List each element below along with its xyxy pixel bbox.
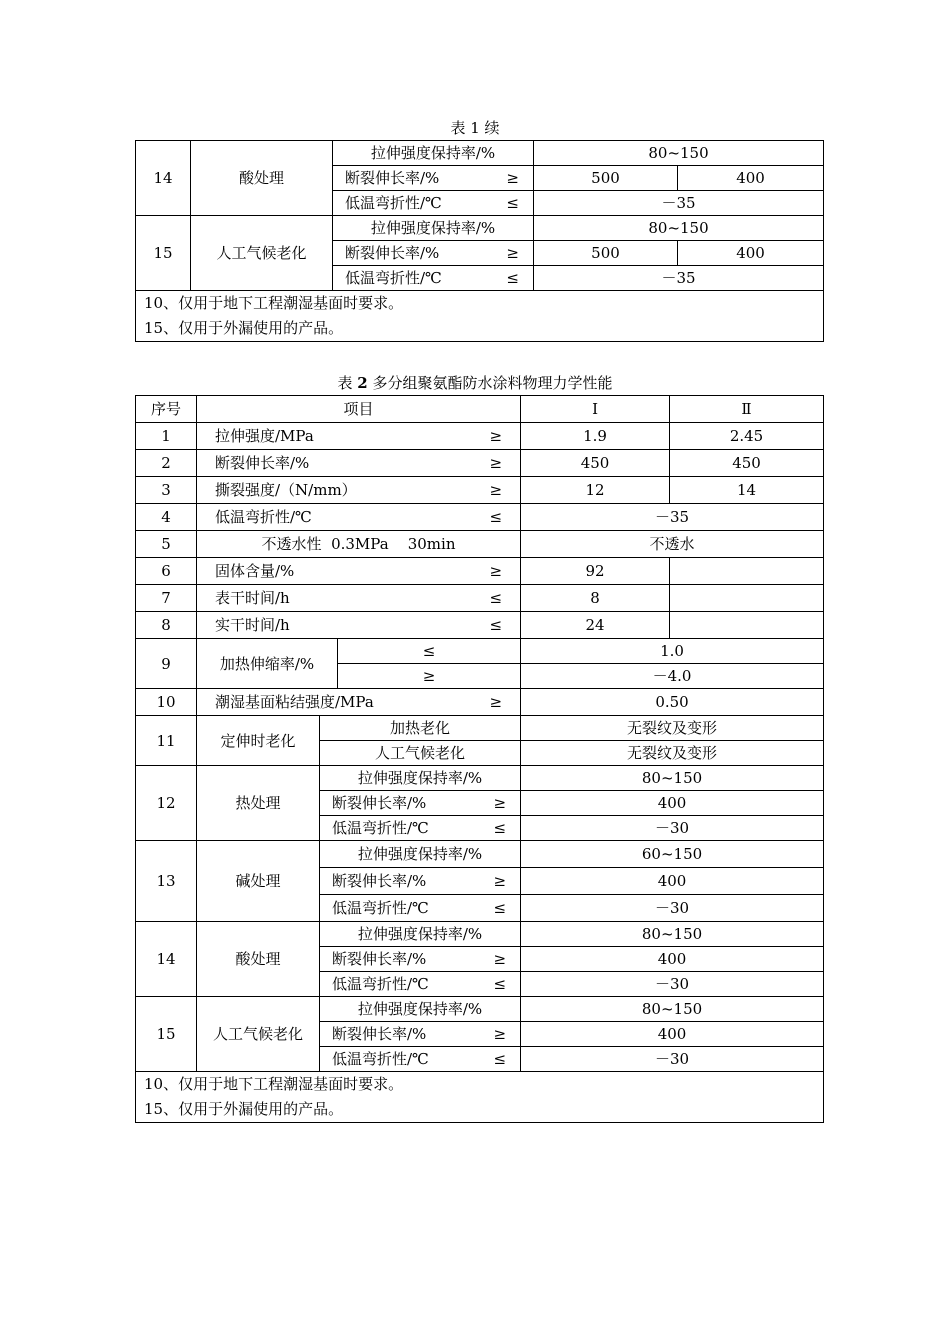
- row-label-cell: [197, 450, 521, 477]
- row-no: 14: [136, 141, 191, 216]
- row-sym: ≤: [493, 975, 507, 993]
- row-name: 热处理: [197, 766, 320, 841]
- row-sym: ≥: [493, 950, 507, 968]
- row-label: 表干时间/h: [215, 589, 290, 607]
- row-label-cell: [197, 558, 521, 585]
- table-row: [136, 766, 824, 791]
- row-value: 80~150: [534, 216, 824, 241]
- row-no: 12: [136, 766, 197, 841]
- table1-caption: 表 1 续: [450, 119, 500, 137]
- row-label-cell: [197, 612, 521, 639]
- row-no: 1: [136, 423, 197, 450]
- row-sym: ≤: [489, 508, 503, 526]
- row-value: －35: [534, 191, 824, 216]
- row-label-cell: [320, 895, 521, 922]
- row-name: 酸处理: [191, 141, 333, 216]
- row-value-i: 12: [521, 477, 670, 504]
- row-label-cell: [333, 241, 534, 266]
- row-label: 拉伸强度保持率/%: [333, 141, 534, 166]
- table-row: [136, 423, 824, 450]
- row-no: 14: [136, 922, 197, 997]
- row-value-i: 500: [534, 241, 678, 266]
- header-item: 项目: [197, 396, 521, 423]
- caption-prefix: 表: [337, 374, 353, 392]
- row-value: 400: [521, 1022, 824, 1047]
- row-label-cell: [197, 477, 521, 504]
- row-sym: ≥: [493, 872, 507, 890]
- row-sym: ≥: [489, 427, 503, 445]
- row-value-ii: [670, 612, 824, 639]
- notes-cell: [136, 1072, 824, 1123]
- notes-cell: [136, 291, 824, 342]
- table-row: [136, 558, 824, 585]
- row-value: －35: [534, 266, 824, 291]
- row-label: 断裂伸长率/%: [332, 872, 427, 890]
- row-sym: ≤: [493, 899, 507, 917]
- row-label-cell: [333, 191, 534, 216]
- row-value: 80~150: [521, 922, 824, 947]
- row-no: 5: [136, 531, 197, 558]
- row-label: 实干时间/h: [215, 616, 290, 634]
- row-label: 加热伸缩率/%: [197, 639, 338, 689]
- row-no: 15: [136, 997, 197, 1072]
- row-no: 7: [136, 585, 197, 612]
- row-label-cell: [197, 585, 521, 612]
- row-value-i: 24: [521, 612, 670, 639]
- row-label-cell: [197, 504, 521, 531]
- header-grade-ii: Ⅱ: [670, 396, 824, 423]
- row-name: 人工气候老化: [197, 997, 320, 1072]
- caption-num: 2: [357, 374, 368, 392]
- row-no: 8: [136, 612, 197, 639]
- row-label: 固体含量/%: [215, 562, 295, 580]
- table-row: [136, 612, 824, 639]
- table-row: [136, 216, 824, 241]
- row-value-ii: 2.45: [670, 423, 824, 450]
- row-label: 低温弯折性/℃: [332, 899, 429, 917]
- row-sym: ≥: [493, 794, 507, 812]
- table2: [135, 395, 824, 1123]
- row-value-i: 1.9: [521, 423, 670, 450]
- table-row: [136, 504, 824, 531]
- row-label-cell: [333, 166, 534, 191]
- row-value: 400: [521, 947, 824, 972]
- row-value: 400: [521, 868, 824, 895]
- row-label-cell: [320, 1047, 521, 1072]
- header-no: 序号: [136, 396, 197, 423]
- row-value-ii: 14: [670, 477, 824, 504]
- row-sym: ≥: [489, 693, 503, 711]
- row-label-cell: [320, 868, 521, 895]
- row-label-cell: [320, 1022, 521, 1047]
- row-name: 人工气候老化: [191, 216, 333, 291]
- table-row: [136, 450, 824, 477]
- row-no: 11: [136, 716, 197, 766]
- row-value-i: 450: [521, 450, 670, 477]
- table-row: [136, 922, 824, 947]
- row-label: 低温弯折性/℃: [345, 194, 442, 212]
- table-row: [136, 841, 824, 868]
- row-label: 断裂伸长率/%: [215, 454, 310, 472]
- row-sym: ≤: [489, 616, 503, 634]
- row-label-cell: [320, 791, 521, 816]
- row-value: 400: [521, 791, 824, 816]
- row-no: 4: [136, 504, 197, 531]
- row-label: 断裂伸长率/%: [332, 1025, 427, 1043]
- row-label: 拉伸强度保持率/%: [320, 766, 521, 791]
- row-label: 撕裂强度/（N/mm）: [215, 481, 357, 499]
- row-name: 酸处理: [197, 922, 320, 997]
- row-sublabel: 加热老化: [320, 716, 521, 741]
- notes-row: [136, 1072, 824, 1123]
- row-label-cell: [197, 689, 521, 716]
- row-sym: ≥: [506, 244, 519, 262]
- row-label: 拉伸强度保持率/%: [320, 922, 521, 947]
- row-value-ii: [670, 585, 824, 612]
- notes-row: [136, 291, 824, 342]
- row-name: 碱处理: [197, 841, 320, 922]
- row-no: 6: [136, 558, 197, 585]
- header-grade-i: Ⅰ: [521, 396, 670, 423]
- row-label-cell: [197, 423, 521, 450]
- row-label: 不透水性 0.3MPa 30min: [197, 531, 521, 558]
- row-value: －30: [521, 1047, 824, 1072]
- caption-text: 多分组聚氨酯防水涂料物理力学性能: [372, 374, 613, 392]
- table-row: [136, 689, 824, 716]
- row-value-ii: 400: [678, 166, 824, 191]
- table-row: [136, 997, 824, 1022]
- row-value: －35: [521, 504, 824, 531]
- row-label: 低温弯折性/℃: [215, 508, 312, 526]
- row-sym: ≤: [493, 819, 507, 837]
- row-value: 无裂纹及变形: [521, 741, 824, 766]
- row-sym: ≥: [493, 1025, 507, 1043]
- row-sym: ≤: [493, 1050, 507, 1068]
- table-row: [136, 141, 824, 166]
- row-value-ii: 400: [678, 241, 824, 266]
- row-no: 15: [136, 216, 191, 291]
- row-value: －30: [521, 972, 824, 997]
- row-label: 拉伸强度保持率/%: [320, 841, 521, 868]
- row-label: 断裂伸长率/%: [332, 794, 427, 812]
- row-value-i: 500: [534, 166, 678, 191]
- row-label-cell: [333, 266, 534, 291]
- note-item: 10、仅用于地下工程潮湿基面时要求。: [144, 294, 404, 312]
- note-item: 10、仅用于地下工程潮湿基面时要求。: [144, 1075, 404, 1093]
- row-no: 3: [136, 477, 197, 504]
- row-label: 低温弯折性/℃: [332, 975, 429, 993]
- table1: [135, 140, 824, 342]
- note-item: 15、仅用于外漏使用的产品。: [144, 319, 344, 337]
- row-value: 0.50: [521, 689, 824, 716]
- row-no: 10: [136, 689, 197, 716]
- row-value: 1.0: [521, 639, 824, 664]
- note-item: 15、仅用于外漏使用的产品。: [144, 1100, 344, 1118]
- row-label: 潮湿基面粘结强度/MPa: [215, 693, 374, 711]
- row-label: 低温弯折性/℃: [332, 819, 429, 837]
- row-sym: ≥: [506, 169, 519, 187]
- row-label: 拉伸强度保持率/%: [333, 216, 534, 241]
- table-row: [136, 716, 824, 741]
- row-value: －30: [521, 816, 824, 841]
- row-sym: ≥: [338, 664, 521, 689]
- row-label: 低温弯折性/℃: [345, 269, 442, 287]
- row-label: 断裂伸长率/%: [345, 169, 440, 187]
- row-value: 80~150: [521, 766, 824, 791]
- row-value-i: 92: [521, 558, 670, 585]
- row-value-ii: 450: [670, 450, 824, 477]
- row-value-i: 8: [521, 585, 670, 612]
- row-value: 80~150: [534, 141, 824, 166]
- row-no: 2: [136, 450, 197, 477]
- row-label-cell: [320, 972, 521, 997]
- row-sym: ≥: [489, 481, 503, 499]
- row-sym: ≤: [489, 589, 503, 607]
- table2-caption: [0, 374, 950, 392]
- row-value: －30: [521, 895, 824, 922]
- row-sublabel: 人工气候老化: [320, 741, 521, 766]
- row-sym: ≤: [506, 194, 519, 212]
- row-label: 断裂伸长率/%: [345, 244, 440, 262]
- table-row: [136, 639, 824, 664]
- row-sym: ≤: [506, 269, 519, 287]
- row-label-cell: [320, 947, 521, 972]
- table-row: [136, 477, 824, 504]
- row-label: 拉伸强度/MPa: [215, 427, 314, 445]
- row-label-cell: [320, 816, 521, 841]
- row-no: 9: [136, 639, 197, 689]
- row-label: 断裂伸长率/%: [332, 950, 427, 968]
- row-value: －4.0: [521, 664, 824, 689]
- row-sym: ≤: [338, 639, 521, 664]
- row-sym: ≥: [489, 454, 503, 472]
- row-label: 低温弯折性/℃: [332, 1050, 429, 1068]
- header-row: [136, 396, 824, 423]
- table-row: [136, 585, 824, 612]
- row-value: 不透水: [521, 531, 824, 558]
- row-value-ii: [670, 558, 824, 585]
- row-label: 拉伸强度保持率/%: [320, 997, 521, 1022]
- row-value: 80~150: [521, 997, 824, 1022]
- row-name: 定伸时老化: [197, 716, 320, 766]
- row-no: 13: [136, 841, 197, 922]
- row-sym: ≥: [489, 562, 503, 580]
- row-value: 无裂纹及变形: [521, 716, 824, 741]
- table-row: [136, 531, 824, 558]
- row-value: 60~150: [521, 841, 824, 868]
